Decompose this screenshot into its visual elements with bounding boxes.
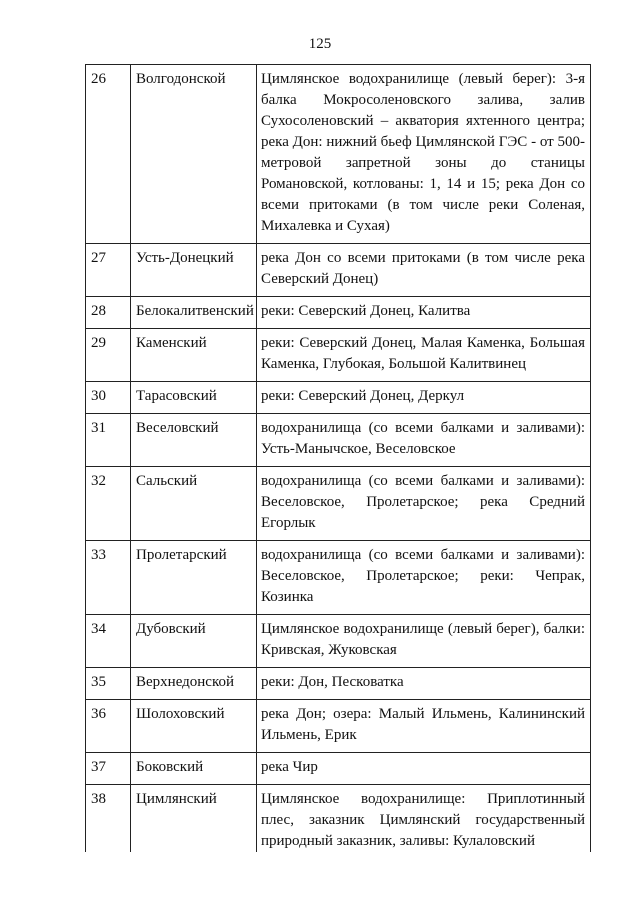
water-bodies: водохранилища (со всеми балками и заливами): Веселовское, Пролетарское; реки: Чепрак, Козинка <box>257 541 591 615</box>
table-body <box>86 65 591 853</box>
row-number: 37 <box>86 753 131 785</box>
table-row <box>86 700 591 753</box>
water-bodies: реки: Дон, Песковатка <box>257 668 591 700</box>
table-row <box>86 541 591 615</box>
page-number: 125 <box>308 36 332 52</box>
table-row <box>86 329 591 382</box>
row-number: 33 <box>86 541 131 615</box>
water-bodies: водохранилища (со всеми балками и заливами): Веселовское, Пролетарское; река Средний Егорлык <box>257 467 591 541</box>
table-row <box>86 244 591 297</box>
district-name: Боковский <box>131 753 257 785</box>
table-row <box>86 615 591 668</box>
water-bodies: Цимлянское водохранилище (левый берег), балки: Кривская, Жуковская <box>257 615 591 668</box>
water-bodies: река Чир <box>257 753 591 785</box>
district-name: Сальский <box>131 467 257 541</box>
water-bodies: водохранилища (со всеми балками и заливами): Усть-Манычское, Веселовское <box>257 414 591 467</box>
district-name: Веселовский <box>131 414 257 467</box>
row-number: 31 <box>86 414 131 467</box>
district-name: Белокалитвенский <box>131 297 257 329</box>
table-row <box>86 382 591 414</box>
water-bodies: река Дон со всеми притоками (в том числе река Северский Донец) <box>257 244 591 297</box>
row-number: 32 <box>86 467 131 541</box>
row-number: 26 <box>86 65 131 244</box>
district-name: Дубовский <box>131 615 257 668</box>
table-row <box>86 467 591 541</box>
table-row <box>86 785 591 853</box>
district-name: Волгодонской <box>131 65 257 244</box>
water-bodies: Цимлянское водохранилище: Приплотинный плес, заказник Цимлянский государственный природный заказник, заливы: Кулаловский <box>257 785 591 853</box>
water-bodies: реки: Северский Донец, Калитва <box>257 297 591 329</box>
row-number: 35 <box>86 668 131 700</box>
district-name: Каменский <box>131 329 257 382</box>
district-name: Цимлянский <box>131 785 257 853</box>
district-name: Шолоховский <box>131 700 257 753</box>
table-row <box>86 668 591 700</box>
row-number: 30 <box>86 382 131 414</box>
district-name: Верхнедонской <box>131 668 257 700</box>
water-bodies: реки: Северский Донец, Деркул <box>257 382 591 414</box>
district-name: Усть-Донецкий <box>131 244 257 297</box>
table-row <box>86 753 591 785</box>
water-bodies: Цимлянское водохранилище (левый берег): 3-я балка Мокросоленовского залива, залив Сухосоленовский – акватория яхтенного центра; река Дон: нижний бьеф Цимлянской ГЭС - от 500-метровой запретной зоны до станицы Романовской, котлованы: 1, 14 и 15; река Дон со всеми притоками (в том числе реки Соленая, Михалевка и Сухая) <box>257 65 591 244</box>
district-name: Тарасовский <box>131 382 257 414</box>
district-name: Пролетарский <box>131 541 257 615</box>
row-number: 29 <box>86 329 131 382</box>
row-number: 27 <box>86 244 131 297</box>
row-number: 38 <box>86 785 131 853</box>
row-number: 36 <box>86 700 131 753</box>
districts-table <box>85 64 591 852</box>
table-row <box>86 297 591 329</box>
row-number: 28 <box>86 297 131 329</box>
table-row <box>86 414 591 467</box>
table-row <box>86 65 591 244</box>
water-bodies: реки: Северский Донец, Малая Каменка, Большая Каменка, Глубокая, Большой Калитвинец <box>257 329 591 382</box>
row-number: 34 <box>86 615 131 668</box>
water-bodies: река Дон; озера: Малый Ильмень, Калининский Ильмень, Ерик <box>257 700 591 753</box>
